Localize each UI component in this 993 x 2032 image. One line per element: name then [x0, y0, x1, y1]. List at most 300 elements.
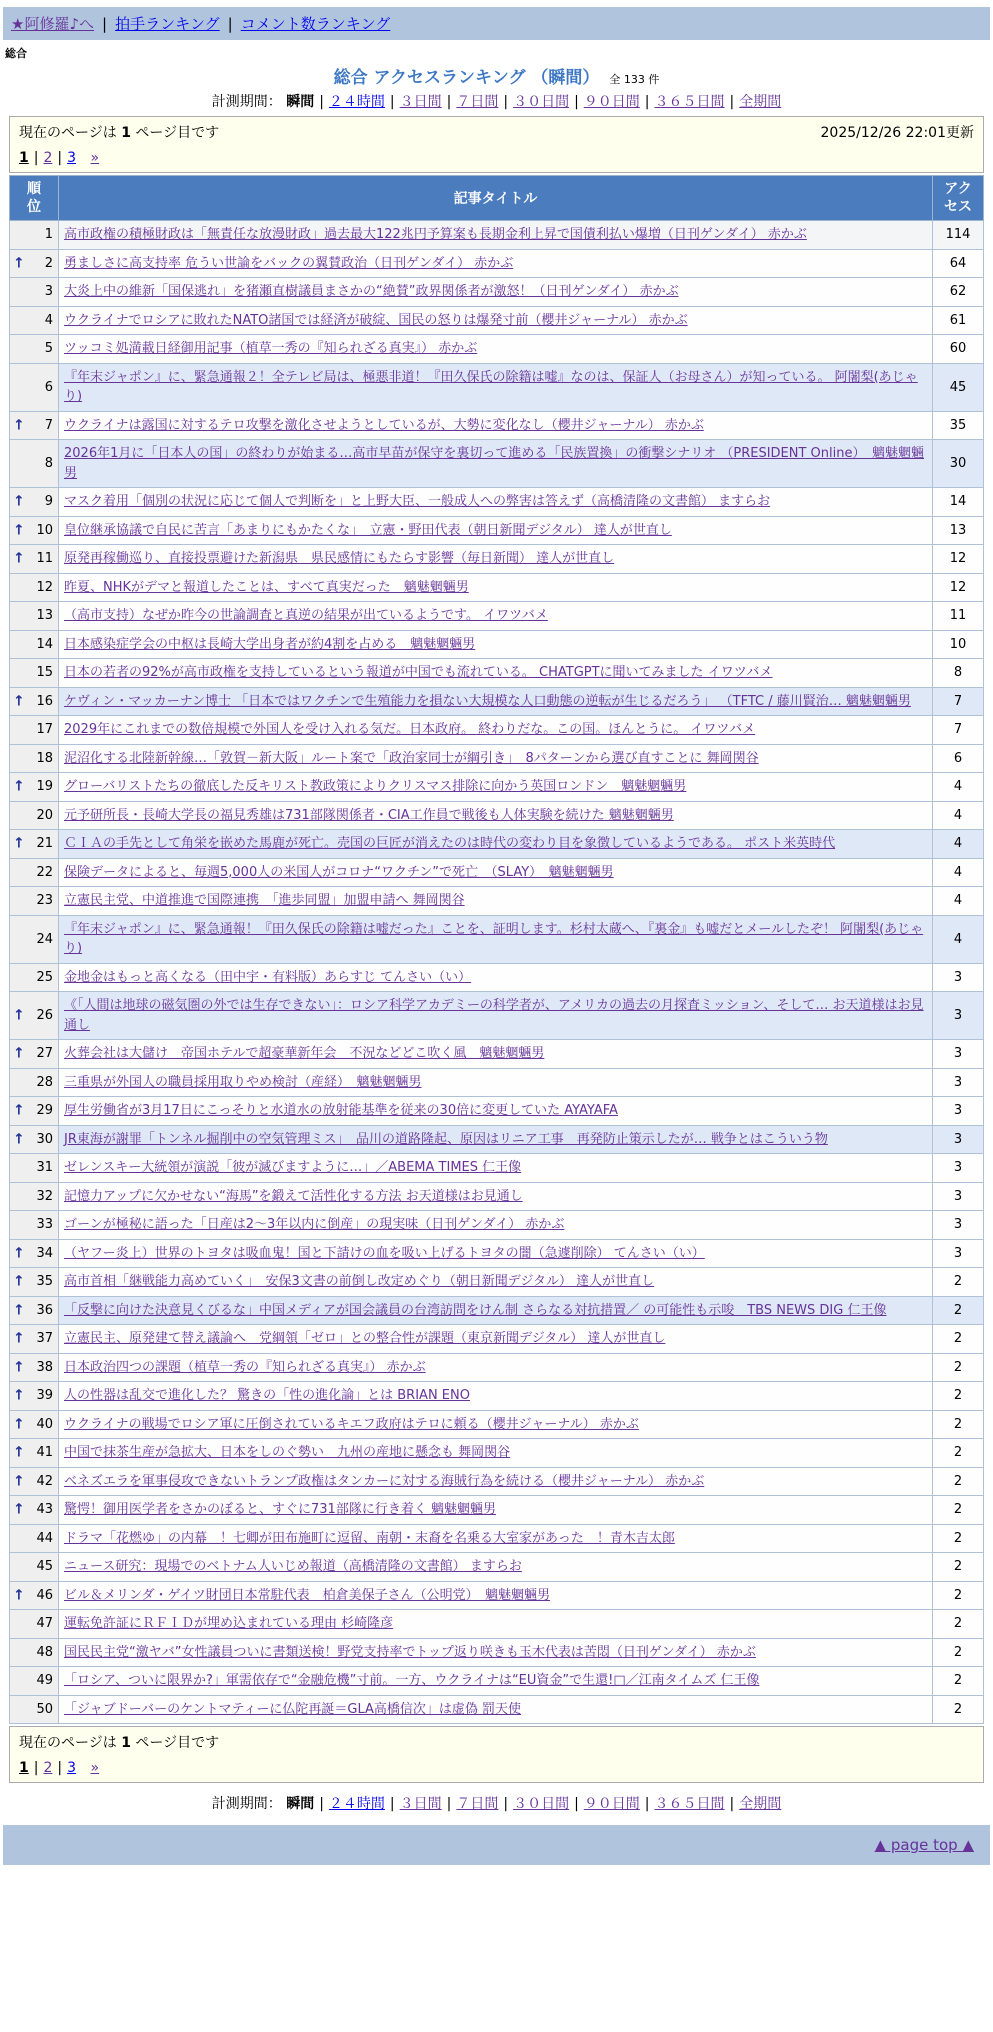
- top-nav-bar: [3, 7, 990, 40]
- rank-cell: [10, 335, 59, 364]
- nav-clap-ranking[interactable]: 拍手ランキング: [115, 15, 220, 33]
- article-link[interactable]: 驚愕！御用医学者をさかのぼると、すぐに731部隊に行き着く 魑魅魍魎男: [64, 1502, 496, 1518]
- article-title-cell: [59, 306, 933, 335]
- access-count: 13: [933, 516, 984, 545]
- rank-number: 11: [36, 551, 53, 567]
- period-label: 計測期間：: [211, 1796, 282, 1813]
- up-arrow-icon: ↑: [13, 1273, 25, 1290]
- rank-cell: [10, 1239, 59, 1268]
- page-2[interactable]: 2: [43, 150, 53, 166]
- article-title-cell: [59, 801, 933, 830]
- article-title-cell: [59, 1068, 933, 1097]
- article-link[interactable]: 三重県が外国人の職員採用取りやめ検討（産経） 魑魅魍魎男: [64, 1074, 422, 1090]
- article-title-cell: [59, 573, 933, 602]
- access-count: 2: [933, 1410, 984, 1439]
- rank-number: 33: [36, 1217, 53, 1233]
- period-30d[interactable]: ３０日間: [513, 94, 570, 110]
- article-link[interactable]: 大炎上中の維新「国保逃れ」を猪瀬直樹議員まさかの“絶賛”政界関係者が激怒！（日刊ゲンダイ） 赤かぶ: [64, 284, 679, 300]
- separator: |: [319, 1796, 324, 1813]
- rank-cell: [10, 630, 59, 659]
- access-count: 12: [933, 573, 984, 602]
- article-link[interactable]: 『年末ジャポン』に、緊急通報２！全テレビ局は、極悪非道！『田久保氏の除籍は嘘』なのは、保証人（お母さん）が知っている。 阿闍梨(あじゃり): [64, 369, 918, 405]
- article-link[interactable]: ウクライナの戦場でロシア軍に圧倒されているキエフ政府はテロに頼る（櫻井ジャーナル） 赤かぶ: [64, 1416, 639, 1432]
- article-title-cell: [59, 1182, 933, 1211]
- period-24h[interactable]: ２４時間: [328, 1796, 385, 1813]
- article-link[interactable]: 人の性器は乱交で進化した？ 驚きの「性の進化論」とは BRIAN ENO: [64, 1388, 470, 1404]
- rank-number: 14: [36, 636, 53, 652]
- ranking-title: 総合 アクセスランキング （瞬間）: [333, 68, 600, 88]
- table-row: [10, 1524, 984, 1553]
- rank-cell: [10, 1125, 59, 1154]
- access-count: 2: [933, 1296, 984, 1325]
- access-count: 64: [933, 249, 984, 278]
- article-title-cell: [59, 915, 933, 963]
- period-selector-bottom: [3, 1793, 990, 1813]
- article-link[interactable]: ウクライナでロシアに敗れたNATO諸国では経済が破綻、国民の怒りは爆発寸前（櫻井ジャーナル） 赤かぶ: [64, 312, 688, 328]
- article-link[interactable]: ツッコミ処満載日経御用記事（植草一秀の『知られざる真実』） 赤かぶ: [64, 341, 478, 357]
- current-page-number: 1: [121, 125, 131, 141]
- article-link[interactable]: 厚生労働省が3月17日にこっそりと水道水の放射能基準を従来の30倍に変更していた AYAYAFA: [64, 1103, 618, 1119]
- article-title-cell: [59, 630, 933, 659]
- article-link[interactable]: 保険データによると、毎週5,000人の米国人がコロナ“ワクチン”で死亡 （SLAY） 魑魅魍魎男: [64, 864, 614, 880]
- period-30d[interactable]: ３０日間: [513, 1796, 570, 1813]
- rank-number: 37: [36, 1331, 53, 1347]
- period-24h[interactable]: ２４時間: [328, 94, 385, 110]
- separator: |: [729, 1796, 735, 1813]
- nav-comment-ranking[interactable]: コメント数ランキング: [240, 15, 391, 33]
- rank-number: 16: [36, 693, 53, 709]
- rank-cell: [10, 1353, 59, 1382]
- period-all[interactable]: 全期間: [739, 94, 782, 110]
- rank-cell: [10, 1068, 59, 1097]
- separator: |: [319, 94, 324, 110]
- article-link[interactable]: ベネズエラを軍事侵攻できないトランプ政権はタンカーに対する海賊行為を続ける（櫻井ジャーナル） 赤かぶ: [64, 1473, 705, 1489]
- period-7d[interactable]: ７日間: [456, 94, 499, 110]
- rank-number: 43: [36, 1502, 53, 1518]
- up-arrow-icon: ↑: [13, 693, 25, 710]
- rank-number: 19: [36, 779, 53, 795]
- table-row: [10, 1581, 984, 1610]
- rank-number: 30: [36, 1131, 53, 1147]
- rank-number: 17: [36, 722, 53, 738]
- rank-cell: [10, 573, 59, 602]
- article-title-cell: [59, 1581, 933, 1610]
- access-count: 3: [933, 1154, 984, 1183]
- article-link[interactable]: 火葬会社は大儲け 帝国ホテルで超豪華新年会 不況などどこ吹く風 魑魅魍魎男: [64, 1046, 545, 1062]
- period-selector-top: [3, 91, 990, 111]
- article-link[interactable]: （ヤフー炎上）世界のトヨタは吸血鬼！国と下請けの血を吸い上げるトヨタの闇（急遽削除） てんさい（い）: [64, 1245, 705, 1261]
- page-info-top: [9, 116, 984, 173]
- table-row: [10, 335, 984, 364]
- rank-number: 7: [44, 417, 53, 433]
- bottom-bar: [3, 1825, 990, 1865]
- up-arrow-icon: ↑: [13, 522, 25, 539]
- access-count: 61: [933, 306, 984, 335]
- rank-cell: [10, 830, 59, 859]
- article-link[interactable]: 国民民主党“激ヤバ”女性議員ついに書類送検！野党支持率でトップ返り咲きも玉木代表は苦悶（日刊ゲンダイ） 赤かぶ: [64, 1644, 756, 1660]
- rank-cell: [10, 887, 59, 916]
- rank-number: 50: [36, 1701, 53, 1717]
- article-title-cell: [59, 249, 933, 278]
- rank-cell: [10, 411, 59, 440]
- article-title-cell: [59, 1667, 933, 1696]
- article-link[interactable]: ケヴィン・マッカーナン博士 「日本ではワクチンで生殖能力を損ない大規模な人口動態の逆転が生じるだろう」 （TFTC / 藤川賢治… 魑魅魍魎男: [64, 693, 911, 709]
- table-row: [10, 1154, 984, 1183]
- up-arrow-icon: ↑: [13, 1416, 25, 1433]
- up-arrow-icon: ↑: [13, 1302, 25, 1319]
- table-row: [10, 716, 984, 745]
- page-3[interactable]: 3: [67, 150, 77, 166]
- period-3d[interactable]: ３日間: [399, 94, 442, 110]
- access-count: 45: [933, 363, 984, 411]
- up-arrow-icon: ↑: [13, 1501, 25, 1518]
- rank-cell: [10, 858, 59, 887]
- access-count: 8: [933, 659, 984, 688]
- current-page-text: 現在のページは 1 ページ目です: [19, 1735, 220, 1752]
- separator: |: [729, 94, 735, 110]
- article-title-cell: [59, 1610, 933, 1639]
- access-count: 4: [933, 915, 984, 963]
- access-count: 11: [933, 602, 984, 631]
- up-arrow-icon: ↑: [13, 550, 25, 567]
- rank-cell: [10, 1211, 59, 1240]
- rank-cell: [10, 1695, 59, 1724]
- page-next[interactable]: »: [90, 150, 100, 166]
- article-link[interactable]: 原発再稼働巡り、直接投票避けた新潟県 県民感情にもたらす影響（毎日新聞） 達人が世直し: [64, 551, 615, 567]
- rank-number: 12: [36, 579, 53, 595]
- rank-number: 35: [36, 1274, 53, 1290]
- period-365d[interactable]: ３６５日間: [654, 1796, 725, 1813]
- up-arrow-icon: ↑: [13, 1587, 25, 1604]
- rank-cell: [10, 773, 59, 802]
- table-row: [10, 1239, 984, 1268]
- article-title-cell: [59, 744, 933, 773]
- rank-cell: [10, 1524, 59, 1553]
- period-3d[interactable]: ３日間: [399, 1796, 442, 1813]
- article-title-cell: [59, 1496, 933, 1525]
- article-title-cell: [59, 1211, 933, 1240]
- article-link[interactable]: 高市政権の積極財政は「無責任な放漫財政」過去最大122兆円予算案も長期金利上昇で国債利払い爆増（日刊ゲンダイ） 赤かぶ: [64, 227, 807, 243]
- period-90d[interactable]: ９０日間: [583, 94, 640, 110]
- article-link[interactable]: 《「人間は地球の磁気圏の外では生存できない」：ロシア科学アカデミーの科学者が、アメリカの過去の月探査ミッション、そして… お天道様はお見通し: [64, 998, 924, 1033]
- article-title-cell: [59, 1524, 933, 1553]
- rank-number: 38: [36, 1359, 53, 1375]
- article-link[interactable]: 金地金はもっと高くなる（田中宇・有料版）あらすじ てんさい（い）: [64, 969, 472, 985]
- page-3[interactable]: 3: [67, 1760, 77, 1777]
- period-all[interactable]: 全期間: [739, 1796, 782, 1813]
- table-row: [10, 1325, 984, 1354]
- access-count: 4: [933, 858, 984, 887]
- rank-number: 45: [36, 1559, 53, 1575]
- article-title-cell: [59, 1467, 933, 1496]
- rank-number: 46: [36, 1587, 53, 1603]
- up-arrow-icon: ↑: [13, 1387, 25, 1404]
- article-link[interactable]: ゼレンスキー大統領が演説「彼が滅びますように…」／ABEMA TIMES 仁王像: [64, 1160, 522, 1176]
- separator: |: [644, 94, 650, 110]
- separator: |: [389, 94, 395, 110]
- article-title-cell: [59, 1097, 933, 1126]
- rank-number: 6: [44, 379, 53, 395]
- article-title-cell: [59, 1040, 933, 1069]
- article-link[interactable]: 皇位継承協議で自民に苦言「あまりにもかたくな」 立憲・野田代表（朝日新聞デジタル） 達人が世直し: [64, 522, 672, 538]
- article-title-cell: [59, 1239, 933, 1268]
- rank-cell: [10, 915, 59, 963]
- access-count: 2: [933, 1382, 984, 1411]
- page-top-link[interactable]: ▲ page top ▲: [874, 1836, 974, 1855]
- rank-number: 9: [44, 494, 53, 510]
- article-link[interactable]: ビル＆メリンダ・ゲイツ財団日本常駐代表 柏倉美保子さん（公明党） 魑魅魍魎男: [64, 1587, 551, 1603]
- access-count: 3: [933, 1125, 984, 1154]
- article-link[interactable]: JR東海が謝罪「トンネル掘削中の空気管理ミス」 品川の道路隆起、原因はリニア工事 再発防止策示したが… 戦争とはこういう物: [64, 1131, 828, 1147]
- separator: |: [574, 1796, 579, 1813]
- period-instant: 瞬間: [286, 94, 315, 110]
- article-link[interactable]: マスク着用「個別の状況に応じて個人で判断を」と上野大臣、一般成人への弊害は答えず（高橋清隆の文書館） ますらお: [64, 494, 771, 510]
- article-title-cell: [59, 411, 933, 440]
- table-row: [10, 488, 984, 517]
- article-link[interactable]: 「ロシア、ついに限界か?」軍需依存で“金融危機”寸前。一方、ウクライナは“EU資金”で生還!□／江南タイムズ 仁王像: [64, 1673, 760, 1689]
- separator: |: [57, 150, 63, 166]
- separator: |: [446, 1796, 452, 1813]
- table-row: [10, 1353, 984, 1382]
- nav-asyura-home[interactable]: ★阿修羅♪へ: [11, 15, 95, 33]
- rank-number: 44: [36, 1530, 53, 1546]
- rank-cell: [10, 1325, 59, 1354]
- article-title-cell: [59, 1154, 933, 1183]
- article-link[interactable]: ＣＩＡの手先として角栄を嵌めた馬鹿が死亡。売国の巨匠が消えたのは時代の変わり目を象徴しているようである。 ポスト米英時代: [64, 836, 836, 852]
- article-link[interactable]: 『年末ジャポン』に、緊急通報！『田久保氏の除籍は嘘だった』ことを、証明します。杉村太蔵へ、『裏金』も嘘だとメールしたぞ！ 阿闍梨(あじゃり): [64, 921, 924, 957]
- page-1: 1: [19, 1760, 29, 1777]
- article-link[interactable]: ウクライナは露国に対するテロ攻撃を激化させようとしているが、大勢に変化なし（櫻井ジャーナル） 赤かぶ: [64, 417, 704, 433]
- access-count: 2: [933, 1325, 984, 1354]
- table-row: [10, 573, 984, 602]
- article-link[interactable]: 泥沼化する北陸新幹線…「敦賀－新大阪」ルート案で「政治家同士が綱引き」 8パターンから選び直すことに 舞岡関谷: [64, 750, 759, 766]
- article-link[interactable]: 元予研所長・長崎大学長の福見秀雄は731部隊関係者・CIA工作員で戦後も人体実験を続けた 魑魅魍魎男: [64, 807, 674, 823]
- table-row: [10, 1610, 984, 1639]
- table-row: [10, 963, 984, 992]
- rank-cell: [10, 306, 59, 335]
- access-count: 10: [933, 630, 984, 659]
- rank-number: 34: [36, 1245, 53, 1261]
- article-link[interactable]: 日本感染症学会の中枢は長崎大学出身者が約4割を占める 魑魅魍魎男: [64, 636, 476, 652]
- table-row: [10, 278, 984, 307]
- access-count: 3: [933, 1040, 984, 1069]
- access-count: 62: [933, 278, 984, 307]
- rank-number: 28: [36, 1074, 53, 1090]
- article-link[interactable]: 立憲民主党、中道推進で国際連携 「進歩同盟」加盟申請へ 舞岡関谷: [64, 893, 465, 909]
- up-arrow-icon: ↑: [13, 1131, 25, 1148]
- separator: |: [57, 1760, 63, 1777]
- access-count: 2: [933, 1496, 984, 1525]
- article-title-cell: [59, 1353, 933, 1382]
- period-7d[interactable]: ７日間: [456, 1796, 499, 1813]
- table-row: [10, 630, 984, 659]
- table-row: [10, 363, 984, 411]
- access-count: 3: [933, 1239, 984, 1268]
- article-link[interactable]: 中国で抹茶生産が急拡大、日本をしのぐ勢い 九州の産地に懸念も 舞岡関谷: [64, 1445, 511, 1461]
- access-count: 4: [933, 830, 984, 859]
- separator: [81, 150, 85, 166]
- article-title-cell: [59, 858, 933, 887]
- article-title-cell: [59, 488, 933, 517]
- table-row: [10, 744, 984, 773]
- rank-number: 13: [36, 608, 53, 624]
- up-arrow-icon: ↑: [13, 1359, 25, 1376]
- table-row: [10, 306, 984, 335]
- up-arrow-icon: ↑: [13, 255, 25, 272]
- access-count: 2: [933, 1553, 984, 1582]
- table-row: [10, 773, 984, 802]
- rank-cell: [10, 963, 59, 992]
- rank-column-header: 順位: [10, 176, 59, 221]
- article-link[interactable]: 2026年1月に「日本人の国」の終わりが始まる…高市早苗が保守を裏切って進める「民族置換」の衝撃シナリオ （PRESIDENT Online） 魑魅魍魎男: [64, 446, 924, 481]
- separator: |: [503, 1796, 509, 1813]
- article-link[interactable]: （高市支持）なぜか昨今の世論調査と真逆の結果が出ているようです。 イワツバメ: [64, 608, 548, 624]
- separator: |: [574, 94, 579, 110]
- article-title-cell: [59, 830, 933, 859]
- access-count: 4: [933, 773, 984, 802]
- page-2[interactable]: 2: [43, 1760, 53, 1777]
- access-count: 7: [933, 687, 984, 716]
- rank-number: 48: [36, 1644, 53, 1660]
- period-label: 計測期間：: [211, 94, 282, 110]
- period-365d[interactable]: ３６５日間: [654, 94, 725, 110]
- access-count: 30: [933, 440, 984, 488]
- article-title-cell: [59, 1125, 933, 1154]
- article-link[interactable]: 2029年にこれまでの数倍規模で外国人を受け入れる気だ。日本政府。 終わりだな。この国。ほんとうに。 イワツバメ: [64, 722, 756, 738]
- table-row: [10, 1182, 984, 1211]
- rank-cell: [10, 1667, 59, 1696]
- article-title-cell: [59, 1439, 933, 1468]
- rank-cell: [10, 1581, 59, 1610]
- article-title-cell: [59, 440, 933, 488]
- rank-cell: [10, 545, 59, 574]
- article-title-cell: [59, 1296, 933, 1325]
- rank-number: 42: [36, 1473, 53, 1489]
- article-link[interactable]: グローバリストたちの徹底した反キリスト教政策によりクリスマス排除に向かう英国ロンドン 魑魅魍魎男: [64, 779, 687, 795]
- article-title-cell: [59, 363, 933, 411]
- article-title-cell: [59, 335, 933, 364]
- rank-number: 15: [36, 665, 53, 681]
- rank-cell: [10, 1182, 59, 1211]
- article-link[interactable]: 高市首相「継戦能力高めていく」 安保3文書の前倒し改定めぐり（朝日新聞デジタル） 達人が世直し: [64, 1274, 655, 1290]
- rank-cell: [10, 1610, 59, 1639]
- article-title-cell: [59, 659, 933, 688]
- article-title-cell: [59, 1382, 933, 1411]
- article-title-cell: [59, 278, 933, 307]
- table-row: [10, 516, 984, 545]
- title-column-header: 記事タイトル: [59, 176, 933, 221]
- article-link[interactable]: 「反撃に向けた決意見くびるな」中国メディアが国会議員の台湾訪問をけん制 さらなる対抗措置／ の可能性も示唆 TBS NEWS DIG 仁王像: [64, 1302, 887, 1318]
- page-info-bottom: [9, 1726, 984, 1783]
- article-link[interactable]: ニュース研究：現場でのベトナム人いじめ報道（高橋清隆の文書館） ますらお: [64, 1559, 522, 1575]
- rank-number: 31: [36, 1160, 53, 1176]
- rank-cell: [10, 744, 59, 773]
- article-link[interactable]: 運転免許証にＲＦＩＤが埋め込まれている理由 杉崎隆彦: [64, 1616, 394, 1632]
- rank-number: 24: [36, 931, 53, 947]
- page-next[interactable]: »: [90, 1760, 100, 1777]
- rank-number: 5: [44, 341, 53, 357]
- rank-cell: [10, 1040, 59, 1069]
- page-title: [3, 63, 990, 88]
- period-instant: 瞬間: [286, 1796, 315, 1813]
- article-title-cell: [59, 1268, 933, 1297]
- access-column-header: アクセス: [933, 176, 984, 221]
- table-row: [10, 830, 984, 859]
- article-title-cell: [59, 1638, 933, 1667]
- article-link[interactable]: 立憲民主、原発建て替え議論へ 党綱領「ゼロ」との整合性が課題（東京新聞デジタル） 達人が世直し: [64, 1331, 666, 1347]
- article-link[interactable]: ドラマ「花燃ゆ」の内幕 ！七卿が田布施町に逗留、南朝・末裔を名乗る大室家があった ！青木吉太郎: [64, 1530, 675, 1546]
- pagination-top: [19, 150, 974, 166]
- rank-cell: [10, 1638, 59, 1667]
- access-count: 14: [933, 488, 984, 517]
- rank-number: 10: [36, 522, 53, 538]
- table-row: [10, 992, 984, 1040]
- access-count: 3: [933, 1097, 984, 1126]
- separator: |: [227, 15, 233, 33]
- up-arrow-icon: ↑: [13, 417, 25, 434]
- table-row: [10, 858, 984, 887]
- article-link[interactable]: 日本の若者の92%が高市政権を支持しているという報道が中国でも流れている。 CHATGPTに聞いてみました イワツバメ: [64, 665, 773, 681]
- rank-number: 32: [36, 1188, 53, 1204]
- rank-number: 23: [36, 893, 53, 909]
- access-count: 114: [933, 221, 984, 250]
- article-link[interactable]: 記憶力アップに欠かせない“海馬”を鍛えて活性化する方法 お天道様はお見通し: [64, 1188, 523, 1204]
- table-row: [10, 1068, 984, 1097]
- up-arrow-icon: ↑: [13, 1045, 25, 1062]
- article-title-cell: [59, 716, 933, 745]
- pagination-bottom: [19, 1760, 974, 1776]
- table-row: [10, 1268, 984, 1297]
- rank-cell: [10, 363, 59, 411]
- rank-cell: [10, 1097, 59, 1126]
- table-row: [10, 1553, 984, 1582]
- rank-cell: [10, 1467, 59, 1496]
- table-row: [10, 1467, 984, 1496]
- rank-number: 47: [36, 1616, 53, 1632]
- rank-number: 8: [44, 456, 53, 472]
- article-link[interactable]: 勇ましさに高支持率 危うい世論をバックの翼賛政治（日刊ゲンダイ） 赤かぶ: [64, 255, 514, 271]
- period-90d[interactable]: ９０日間: [583, 1796, 640, 1813]
- access-count: 3: [933, 1068, 984, 1097]
- article-link[interactable]: ゴーンが極秘に語った「日産は2〜3年以内に倒産」の現実味（日刊ゲンダイ） 赤かぶ: [64, 1217, 565, 1233]
- up-arrow-icon: ↑: [13, 778, 25, 795]
- table-row: [10, 1638, 984, 1667]
- rank-cell: [10, 1553, 59, 1582]
- article-link[interactable]: 昨夏、NHKがデマと報道したことは、すべて真実だった 魑魅魍魎男: [64, 579, 469, 595]
- current-page-text: 現在のページは 1 ページ目です: [19, 125, 220, 141]
- article-title-cell: [59, 1553, 933, 1582]
- access-count: 4: [933, 887, 984, 916]
- table-row: [10, 887, 984, 916]
- article-title-cell: [59, 1410, 933, 1439]
- up-arrow-icon: ↑: [13, 1444, 25, 1461]
- table-row: [10, 1439, 984, 1468]
- up-arrow-icon: ↑: [13, 493, 25, 510]
- rank-cell: [10, 602, 59, 631]
- table-row: [10, 602, 984, 631]
- article-link[interactable]: 「ジャブドーバーのケントマティーに仏陀再誕＝GLA高橋信次」は虚偽 罰天使: [64, 1701, 522, 1717]
- article-title-cell: [59, 602, 933, 631]
- article-title-cell: [59, 545, 933, 574]
- rank-cell: [10, 716, 59, 745]
- access-count: 12: [933, 545, 984, 574]
- rank-number: 39: [36, 1388, 53, 1404]
- rank-cell: [10, 488, 59, 517]
- separator: |: [503, 94, 509, 110]
- rank-cell: [10, 440, 59, 488]
- article-link[interactable]: 日本政治四つの課題（植草一秀の『知られざる真実』） 赤かぶ: [64, 1359, 426, 1375]
- rank-cell: [10, 516, 59, 545]
